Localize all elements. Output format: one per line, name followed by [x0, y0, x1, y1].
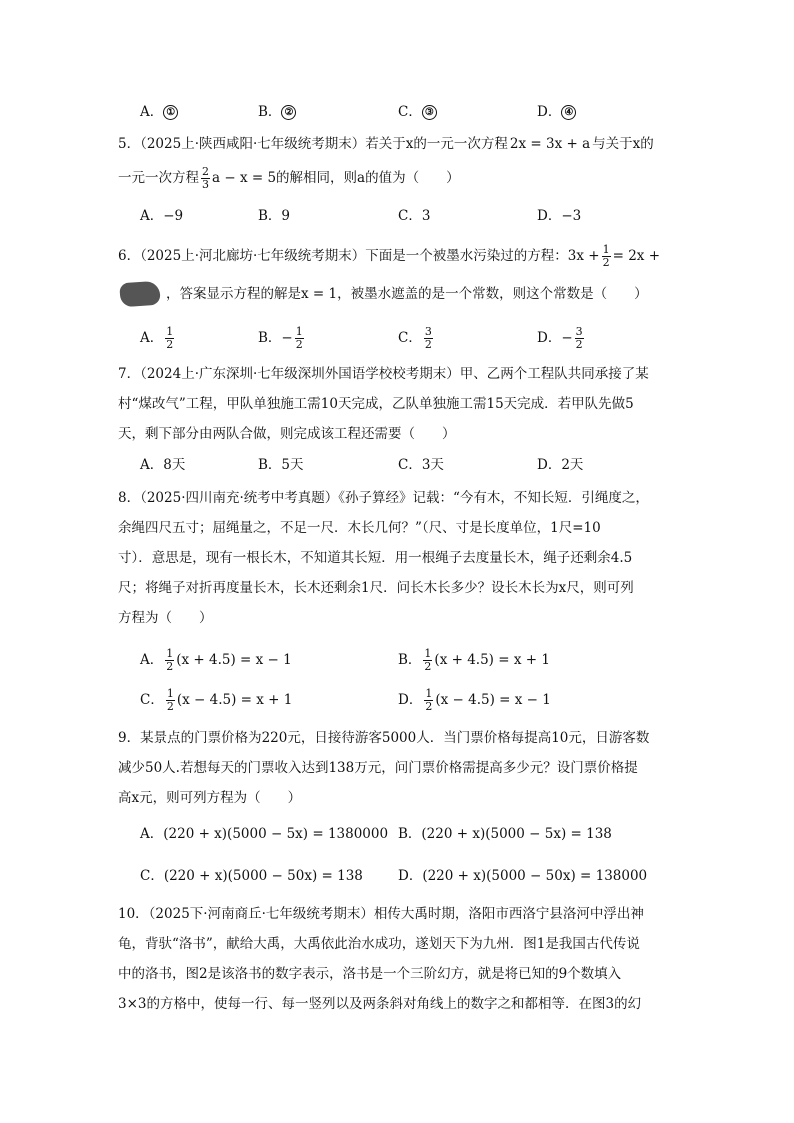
fraction: $\frac{2}{3}$	[202, 165, 209, 191]
q5-stem-line-2: 一元一次方程 $\frac{2}{3}$ a − x = 5的解相同，则a的值为（ ）	[118, 165, 460, 191]
q6-option-d[interactable]: D．− $\frac{3}{2}$	[537, 325, 583, 351]
q9-option-a[interactable]: A．(220 + x)(5000 − 5x) = 1380000	[140, 826, 389, 842]
q8-option-d[interactable]: D． $\frac{1}{2}$ (x − 4.5) = x − 1	[398, 687, 551, 713]
q8-stem-line-3: 寸）．意思是，现有一根长木，不知道其长短．用一根绳子去度量长木，绳子还剩余4.5	[118, 550, 633, 566]
q8-stem-line-5: 方程为（ ）	[118, 610, 213, 626]
circled-number: ③	[422, 105, 437, 120]
q5-option-d[interactable]: D．−3	[537, 208, 582, 224]
q8-stem-line-1: 8．（2025·四川南充·统考中考真题）《孙子算经》记载：“今有木，不知长短．引绳度之，	[118, 490, 649, 506]
q4-option-c[interactable]	[398, 102, 437, 122]
q7-option-c[interactable]: C．3天	[398, 457, 444, 473]
q9-stem-line-3: 高x元，则可列方程为（ ）	[118, 790, 302, 806]
q9-option-d[interactable]: D．(220 + x)(5000 − 50x) = 138000	[398, 868, 648, 884]
option-letter: D．	[537, 104, 562, 120]
fraction: $\frac{1}{2}$	[602, 243, 610, 269]
q10-stem-line-4: 3×3的方格中，使每一行、每一竖列以及两条斜对角线上的数字之和都相等．在图3的幻	[118, 996, 642, 1012]
option-letter: B．	[258, 104, 282, 120]
ink-blot-image	[119, 281, 161, 308]
option-letter: C．	[398, 104, 422, 120]
q8-stem-line-4: 尺；将绳子对折再度量长木，长木还剩余1尺．问长木长多少？设长木长为x尺，则可列	[118, 580, 634, 596]
q8-stem-line-2: 余绳四尺五寸；屈绳量之，不足一尺．木长几何？”（尺、寸是长度单位，1尺=10	[118, 520, 601, 536]
q10-stem-line-3: 中的洛书，图2是该洛书的数字表示，洛书是一个三阶幻方，就是将已知的9个数填入	[118, 966, 622, 982]
q6-option-a[interactable]: A． $\frac{1}{2}$	[140, 325, 174, 351]
q7-option-d[interactable]: D．2天	[537, 457, 584, 473]
q8-option-c[interactable]: C． $\frac{1}{2}$ (x − 4.5) = x + 1	[140, 687, 293, 713]
q10-stem-line-2: 龟，背驮“洛书”，献给大禹，大禹依此治水成功，遂划天下为九州．图1是我国古代传说	[118, 936, 640, 952]
q5-option-a[interactable]: A．−9	[140, 208, 184, 224]
q7-option-a[interactable]: A．8天	[140, 457, 186, 473]
q9-option-c[interactable]: C．(220 + x)(5000 − 50x) = 138	[140, 868, 363, 884]
circled-number: ②	[281, 105, 296, 120]
option-letter: A．	[140, 104, 164, 120]
circled-number: ④	[561, 105, 576, 120]
q5-option-c[interactable]: C．3	[398, 208, 431, 224]
q10-stem-line-1: 10．（2025下·河南商丘·七年级统考期末）相传大禹时期，洛阳市西洛宁县洛河中浮出神	[118, 906, 644, 922]
q6-option-b[interactable]: B．− $\frac{1}{2}$	[258, 325, 303, 351]
q4-option-d[interactable]	[537, 102, 576, 122]
q8-option-a[interactable]: A． $\frac{1}{2}$ (x + 4.5) = x − 1	[140, 647, 292, 673]
q9-option-b[interactable]: B．(220 + x)(5000 − 5x) = 138	[398, 826, 612, 842]
q5-stem-line-1: 5．（2025上·陕西咸阳·七年级统考期末）若关于x的一元一次方程 2x = 3x + a 与关于x的	[118, 136, 654, 152]
q6-stem-line-1: 6．（2025上·河北廊坊·七年级统考期末）下面是一个被墨水污染过的方程：3x + $\frac{1}{2}$ = 2x +	[118, 243, 661, 269]
circled-number: ①	[163, 105, 178, 120]
q6-option-c[interactable]: C． $\frac{3}{2}$	[398, 325, 432, 351]
q6-stem-line-2: ，答案显示方程的解是x = 1，被墨水遮盖的是一个常数，则这个常数是（ ）	[166, 286, 648, 302]
q9-stem-line-2: 减少50人.若想每天的门票收入达到138万元，问门票价格需提高多少元？设门票价格提	[118, 760, 638, 776]
q4-option-a[interactable]	[140, 102, 178, 122]
q7-stem-line-3: 天，剩下部分由两队合做，则完成该工程还需要（ ）	[118, 426, 456, 442]
q8-option-b[interactable]: B． $\frac{1}{2}$ (x + 4.5) = x + 1	[398, 647, 550, 673]
q5-option-b[interactable]: B．9	[258, 208, 291, 224]
q7-stem-line-2: 村“煤改气”工程，甲队单独施工需10天完成，乙队单独施工需15天完成．若甲队先做5	[118, 396, 634, 412]
q4-option-b[interactable]	[258, 102, 296, 122]
q7-stem-line-1: 7．（2024上·广东深圳·七年级深圳外国语学校校考期末）甲、乙两个工程队共同承接了某	[118, 366, 649, 382]
q9-stem-line-1: 9．某景点的门票价格为220元，日接待游客5000人．当门票价格每提高10元，日游客数	[118, 730, 650, 746]
q7-option-b[interactable]: B．5天	[258, 457, 304, 473]
